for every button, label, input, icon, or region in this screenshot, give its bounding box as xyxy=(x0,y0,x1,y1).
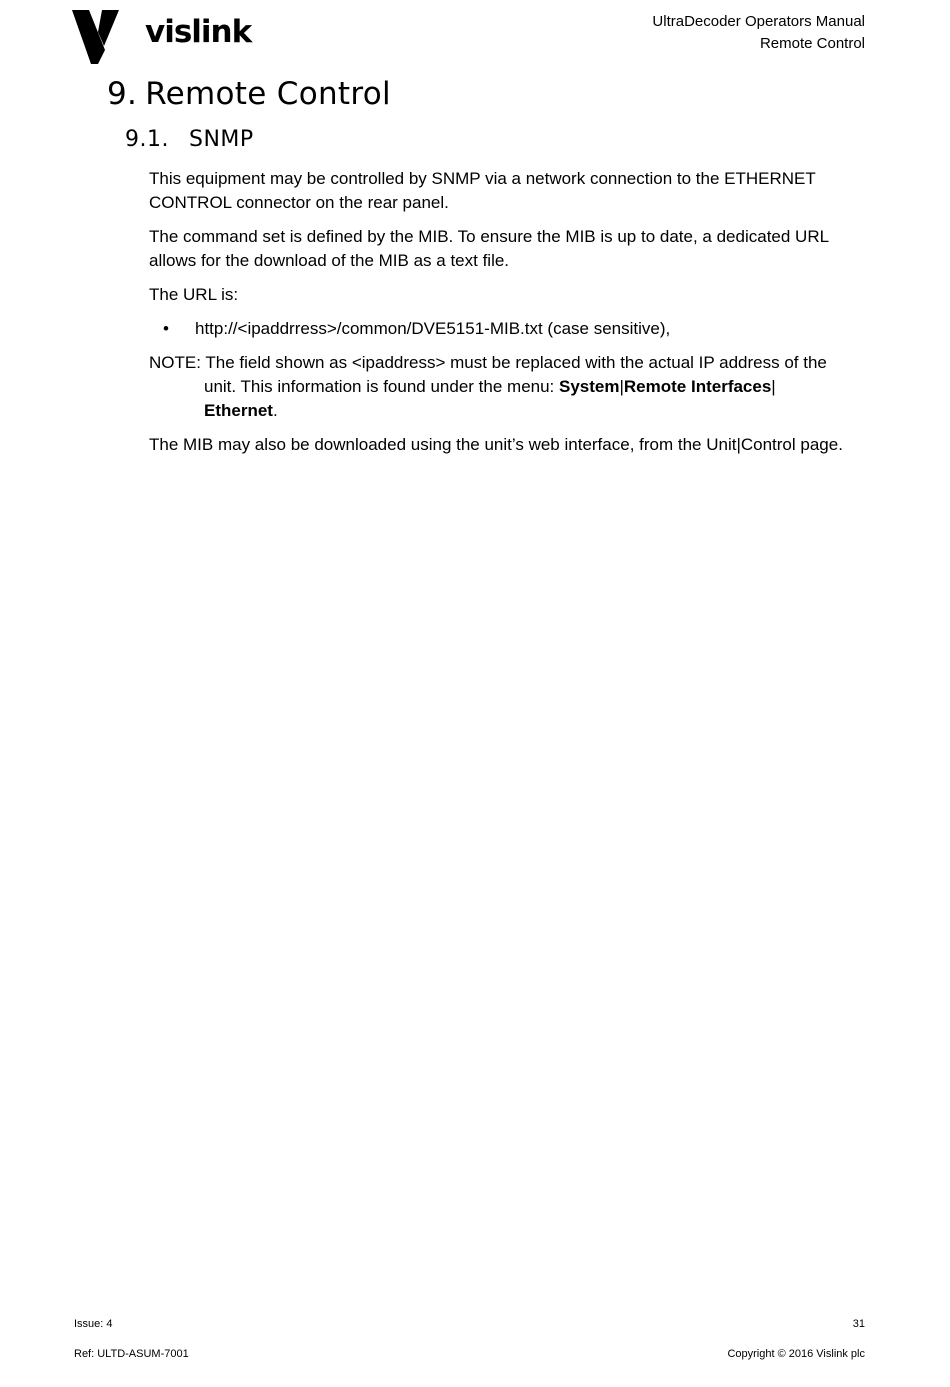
note-block xyxy=(149,351,869,423)
doc-title: UltraDecoder Operators Manual xyxy=(652,13,865,30)
menu-ethernet: Ethernet xyxy=(204,401,273,420)
note-continuation: unit. This information is found under the menu: xyxy=(204,377,559,396)
section-body xyxy=(149,167,869,467)
paragraph-mib: The command set is defined by the MIB. To ensure the MIB is up to date, a dedicated URL allows for the download of the MIB as a text file. xyxy=(149,227,829,270)
section-heading xyxy=(125,127,254,152)
footer-copyright: Copyright © 2016 Vislink plc xyxy=(727,1348,865,1360)
footer-page-number: 31 xyxy=(852,1318,865,1330)
footer-issue: Issue: 4 xyxy=(74,1318,113,1330)
bullet-icon: • xyxy=(163,319,169,338)
menu-system: System xyxy=(559,377,620,396)
logo-wordmark: vislink xyxy=(145,14,252,50)
header-section: Remote Control xyxy=(759,35,865,52)
note-lead: NOTE: The field shown as <ipaddress> must be replaced with the actual IP address of the xyxy=(149,353,827,372)
footer-ref: Ref: ULTD-ASUM-7001 xyxy=(74,1348,189,1360)
menu-separator: | xyxy=(771,377,776,396)
menu-separator: | xyxy=(619,377,624,396)
paragraph-web-interface: The MIB may also be downloaded using the unit’s web interface, from the Unit|Control page. xyxy=(149,435,843,454)
chapter-heading xyxy=(107,76,391,112)
chapter-title: Remote Control xyxy=(145,76,391,112)
menu-remote-interfaces: Remote Interfaces xyxy=(623,377,772,396)
paragraph-url-label: The URL is: xyxy=(149,285,239,304)
page-header xyxy=(652,11,865,55)
section-number: 9.1. xyxy=(125,127,169,152)
note-end: . xyxy=(272,401,278,420)
mib-url: http://<ipaddrress>/common/DVE5151-MIB.txt (case sensitive), xyxy=(195,319,671,338)
section-title: SNMP xyxy=(189,127,254,152)
chapter-number: 9. xyxy=(107,76,138,112)
list-item xyxy=(149,317,869,341)
paragraph-intro: This equipment may be controlled by SNMP via a network connection to the ETHERNET CONTROL connector on the rear panel. xyxy=(149,169,816,212)
